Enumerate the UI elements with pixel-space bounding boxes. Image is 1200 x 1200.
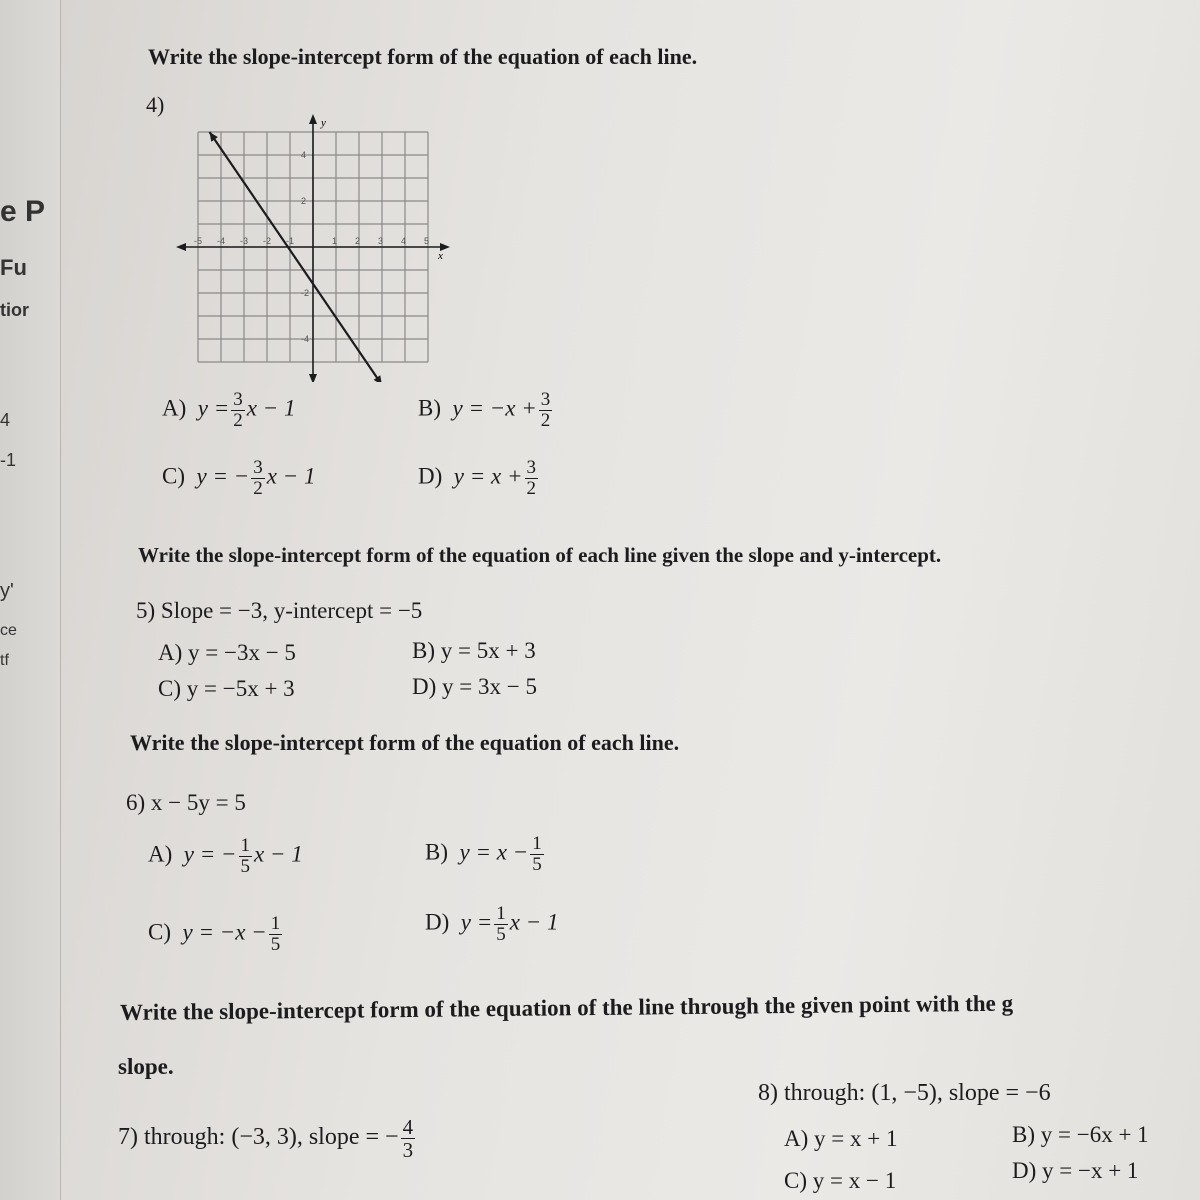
x-tick-label: -1 [286,236,295,246]
q5-option-b: B) y = 5x + 3 [412,638,536,663]
coordinate-graph [170,112,470,382]
q6-prompt: 6) x − 5y = 5 [126,790,246,815]
question-number: 4) [146,92,165,117]
q8-option-c: C) y = x − 1 [784,1168,897,1193]
graph-line [210,132,383,382]
q4-option-d: D) y = x + $\frac{3}{2}$ [418,457,536,499]
adjacent-page-edge [0,0,61,1200]
y-axis-arrow-down [309,374,317,382]
x-tick-label: 2 [355,236,361,246]
q4-option-c: C) y = − $\frac{3}{2}$ x − 1 [162,457,316,499]
x-tick-label: 4 [401,236,407,246]
q6-option-d: D) y = $\frac{1}{5}$ x − 1 [425,903,559,945]
y-tick-label: -2 [301,288,310,298]
side-fragment: y' [0,580,14,602]
x-tick-label: 3 [378,236,384,246]
x-tick-label: -5 [194,236,203,246]
y-axis-label: y [321,117,326,129]
section-heading-continued: slope. [118,1054,174,1079]
q6-option-b: B) y = x − $\frac{1}{5}$ [425,833,542,875]
q4-option-b: B) y = −x + $\frac{3}{2}$ [418,389,551,431]
q6-option-c: C) y = −x − $\frac{1}{5}$ [148,913,281,955]
x-tick-label: -3 [240,236,249,246]
section-heading: Write the slope-intercept form of the equation of each line. [148,44,698,69]
q5-option-d: D) y = 3x − 5 [412,674,537,699]
x-tick-label: 1 [332,236,338,246]
x-axis-arrow-left [176,243,186,251]
x-tick-label: 5 [424,236,430,246]
side-fragment: ce [0,622,17,639]
q7-prompt: 7) through: (−3, 3), slope = − $\frac{4}{3}$ [118,1115,414,1163]
line-arrow-start [210,132,218,142]
q5-prompt: 5) Slope = −3, y-intercept = −5 [136,598,423,623]
graph-axes [176,114,450,382]
y-tick-label: -4 [301,334,310,344]
y-tick-label: 2 [301,196,307,206]
side-fragment: tf [0,652,9,669]
x-axis-label: x [438,250,443,262]
side-fragment: Fu [0,255,27,280]
side-fragment: 4 [0,410,11,430]
side-fragment: e P [0,195,46,228]
q8-option-d: D) y = −x + 1 [1012,1158,1139,1183]
x-tick-label: -2 [263,236,272,246]
y-axis-arrow-up [309,114,317,124]
x-tick-label: -4 [217,236,226,246]
q6-option-a: A) y = − $\frac{1}{5}$ x − 1 [148,835,303,877]
q8-option-b: B) y = −6x + 1 [1012,1122,1149,1147]
side-fragment: -1 [0,450,17,470]
y-tick-label: 4 [301,150,307,160]
side-fragment: tior [0,300,29,320]
section-heading: Write the slope-intercept form of the equation of each line. [130,730,680,755]
plotted-line [210,132,383,382]
graph-tick-labels [194,117,443,344]
q8-option-a: A) y = x + 1 [784,1126,898,1151]
section-heading: Write the slope-intercept form of the equation of each line given the slope and y-intercept. [138,543,942,567]
section-heading: Write the slope-intercept form of the equation of the line through the given point with the g [119,990,1014,1025]
q5-option-a: A) y = −3x − 5 [158,640,296,665]
q4-option-a: A) y = $\frac{3}{2}$ x − 1 [162,389,296,431]
q8-prompt: 8) through: (1, −5), slope = −6 [758,1080,1051,1106]
q5-option-c: C) y = −5x + 3 [158,676,295,701]
